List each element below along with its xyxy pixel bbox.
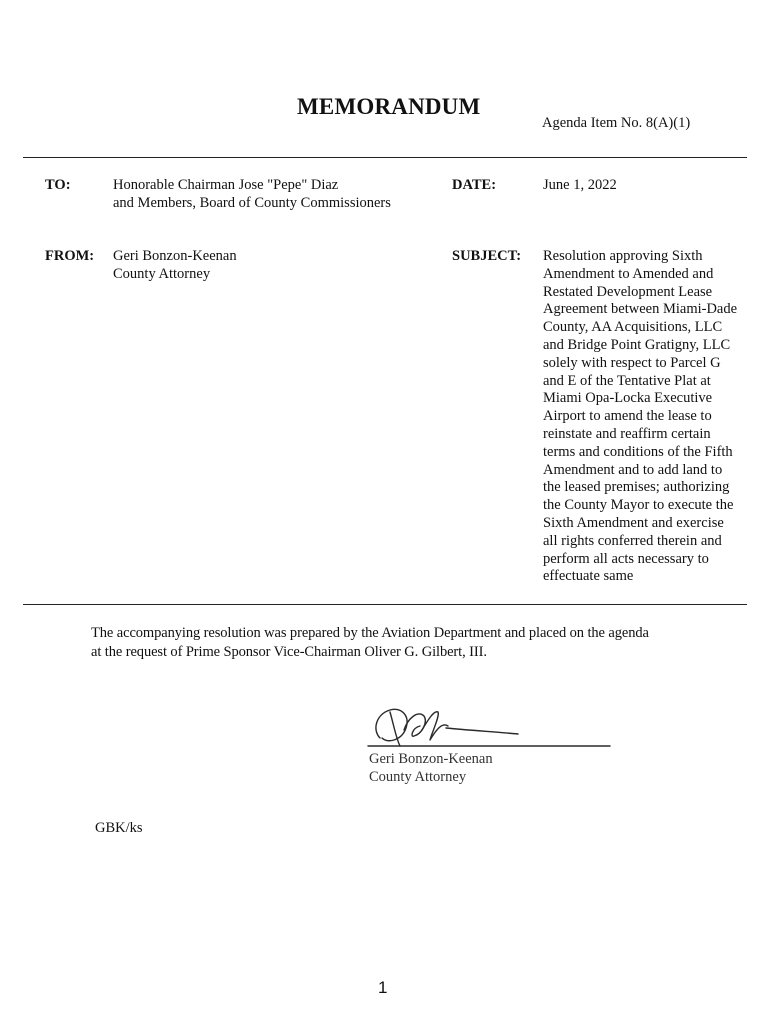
subject-line: Amendment and to add land to xyxy=(543,461,723,478)
header-top-rule xyxy=(23,157,747,158)
subject-line: and Bridge Point Gratigny, LLC xyxy=(543,336,731,353)
subject-text xyxy=(543,248,753,586)
from-label: FROM: xyxy=(45,248,95,264)
signatory-title: County Attorney xyxy=(369,769,467,785)
subject-line: Amendment to Amended and xyxy=(543,265,714,282)
to-line: Honorable Chairman Jose "Pepe" Diaz xyxy=(113,177,339,193)
from-line: County Attorney xyxy=(113,265,211,282)
to-line: and Members, Board of County Commissioners xyxy=(113,194,391,211)
typist-initials: GBK/ks xyxy=(95,820,143,836)
subject-line: County, AA Acquisitions, LLC xyxy=(543,319,723,336)
to-label: TO: xyxy=(45,177,71,193)
subject-line: all rights conferred therein and xyxy=(543,532,722,549)
signatory-name: Geri Bonzon-Keenan xyxy=(369,751,493,767)
page-number: 1 xyxy=(378,978,388,997)
subject-line: solely with respect to Parcel G xyxy=(543,354,721,371)
body-line: at the request of Prime Sponsor Vice-Chairman Oliver G. Gilbert, III. xyxy=(91,643,487,660)
to-recipient xyxy=(113,177,391,213)
subject-line: terms and conditions of the Fifth xyxy=(543,443,733,460)
subject-line: effectuate same xyxy=(543,568,634,585)
signature-block xyxy=(369,750,493,786)
from-sender xyxy=(113,248,237,284)
subject-label: SUBJECT: xyxy=(452,248,522,264)
from-line: Geri Bonzon-Keenan xyxy=(113,248,237,264)
subject-line: reinstate and reaffirm certain xyxy=(543,425,711,442)
subject-line: Miami Opa-Locka Executive xyxy=(543,390,713,407)
memo-title: MEMORANDUM xyxy=(297,94,481,119)
subject-line: Restated Development Lease xyxy=(543,283,713,300)
agenda-item-number: Agenda Item No. 8(A)(1) xyxy=(542,115,691,131)
subject-line: the leased premises; authorizing xyxy=(543,479,730,496)
subject-line: Sixth Amendment and exercise xyxy=(543,514,724,531)
subject-line: and E of the Tentative Plat at xyxy=(543,372,711,389)
subject-line: the County Mayor to execute the xyxy=(543,497,734,514)
body-line: The accompanying resolution was prepared by the Aviation Department and placed on the agenda xyxy=(91,625,649,641)
subject-line: Airport to amend the lease to xyxy=(543,408,712,425)
subject-line: Resolution approving Sixth xyxy=(543,248,703,264)
memo-body xyxy=(91,624,649,661)
header-bottom-rule xyxy=(23,604,747,605)
subject-line: Agreement between Miami-Dade xyxy=(543,301,738,318)
handwritten-signature xyxy=(366,700,616,756)
date-label: DATE: xyxy=(452,177,497,193)
subject-line: perform all acts necessary to xyxy=(543,550,709,567)
date-value: June 1, 2022 xyxy=(543,177,617,193)
